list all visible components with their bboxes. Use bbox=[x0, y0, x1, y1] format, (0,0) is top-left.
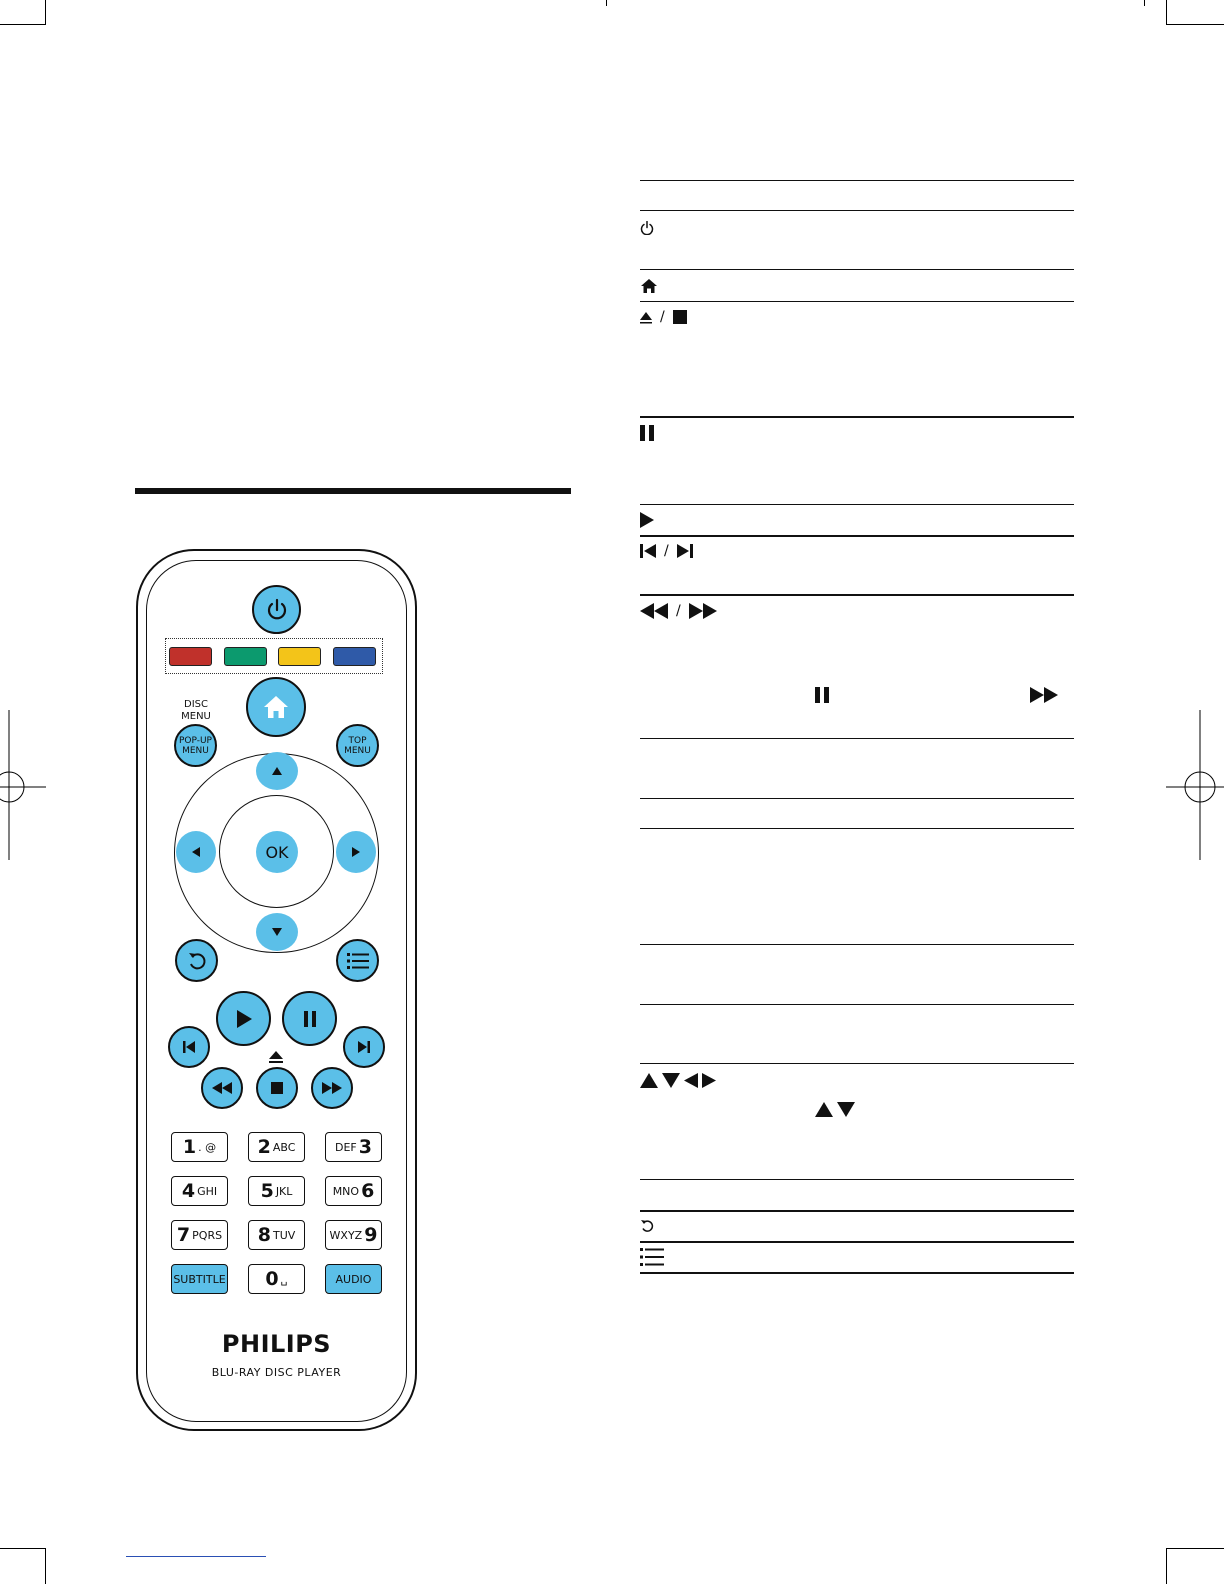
table-symbol-navigation bbox=[640, 1070, 716, 1090]
table-rule bbox=[640, 1241, 1074, 1243]
table-symbol-rew-ff bbox=[640, 601, 717, 621]
right-arrow-icon bbox=[702, 1073, 716, 1088]
table-symbol-pause bbox=[640, 423, 654, 443]
key-9-number: 9 bbox=[364, 1224, 378, 1246]
disc-menu-label bbox=[170, 699, 222, 723]
top-menu-label-line2: MENU bbox=[344, 745, 371, 756]
down-arrow-icon bbox=[837, 1102, 855, 1117]
crop-mark bbox=[1144, 0, 1145, 6]
table-rule bbox=[640, 269, 1074, 270]
pause-icon bbox=[815, 687, 829, 703]
section-heading-rule bbox=[135, 488, 571, 494]
crop-mark bbox=[1166, 1548, 1167, 1584]
key-3-letters: DEF bbox=[335, 1140, 357, 1154]
table-rule bbox=[640, 594, 1074, 596]
key-7-number: 7 bbox=[176, 1224, 191, 1246]
key-1-number: 1 bbox=[182, 1136, 197, 1158]
table-rule bbox=[640, 1004, 1074, 1005]
up-arrow-icon bbox=[815, 1102, 833, 1117]
key-7-letters: PQRS bbox=[192, 1228, 223, 1242]
previous-button[interactable] bbox=[168, 1026, 210, 1068]
power-button[interactable] bbox=[252, 585, 301, 634]
red-key[interactable] bbox=[169, 647, 212, 666]
fast-forward-icon bbox=[689, 603, 717, 619]
key-7[interactable] bbox=[171, 1220, 228, 1250]
registration-mark bbox=[0, 710, 46, 860]
pause-icon bbox=[640, 425, 654, 441]
subtitle-button[interactable] bbox=[171, 1264, 228, 1294]
crop-mark bbox=[1166, 0, 1167, 25]
back-icon bbox=[187, 951, 207, 971]
key-4[interactable] bbox=[171, 1176, 228, 1206]
down-arrow-icon bbox=[662, 1073, 680, 1088]
table-rule bbox=[640, 301, 1074, 302]
product-tagline: BLU-RAY DISC PLAYER bbox=[211, 1366, 342, 1379]
key-1[interactable] bbox=[171, 1132, 228, 1162]
table-rule bbox=[640, 1063, 1074, 1064]
home-icon bbox=[262, 694, 290, 720]
key-8[interactable] bbox=[248, 1220, 305, 1250]
fast-forward-icon bbox=[322, 1082, 342, 1094]
crop-mark bbox=[0, 1548, 46, 1549]
table-rule bbox=[640, 798, 1074, 799]
footer-link-underline bbox=[126, 1556, 266, 1557]
inline-pause-icon bbox=[815, 685, 829, 705]
key-5[interactable] bbox=[248, 1176, 305, 1206]
right-button[interactable] bbox=[336, 831, 376, 873]
crop-mark bbox=[606, 0, 607, 6]
table-rule bbox=[640, 180, 1074, 181]
key-8-number: 8 bbox=[257, 1224, 271, 1246]
left-arrow-icon bbox=[192, 847, 200, 857]
down-button[interactable] bbox=[256, 913, 298, 951]
table-symbol-power bbox=[640, 218, 654, 238]
play-button[interactable] bbox=[216, 991, 271, 1046]
key-6[interactable] bbox=[325, 1176, 382, 1206]
table-rule bbox=[640, 1210, 1074, 1212]
right-arrow-icon bbox=[352, 847, 360, 857]
brand-logo: PHILIPS bbox=[221, 1330, 332, 1358]
table-rule bbox=[640, 504, 1074, 505]
popup-menu-button[interactable] bbox=[174, 724, 217, 767]
table-rule bbox=[640, 828, 1074, 829]
popup-menu-label-line2: MENU bbox=[182, 745, 209, 756]
left-button[interactable] bbox=[176, 831, 216, 873]
power-icon bbox=[640, 221, 654, 235]
table-symbol-eject-stop bbox=[640, 307, 687, 327]
fast-forward-button[interactable] bbox=[311, 1067, 353, 1109]
key-2-letters: ABC bbox=[272, 1140, 296, 1154]
symbol-separator: / bbox=[664, 543, 669, 559]
previous-icon bbox=[182, 1040, 196, 1054]
key-5-letters: JKL bbox=[275, 1184, 293, 1198]
crop-mark bbox=[1166, 1548, 1224, 1549]
next-icon bbox=[357, 1040, 371, 1054]
table-rule bbox=[640, 1179, 1074, 1180]
key-3-number: 3 bbox=[358, 1136, 372, 1158]
up-arrow-icon bbox=[272, 767, 282, 775]
table-rule bbox=[640, 416, 1074, 418]
key-6-number: 6 bbox=[361, 1180, 375, 1202]
options-icon bbox=[640, 1248, 664, 1266]
down-arrow-icon bbox=[272, 928, 282, 936]
pause-button[interactable] bbox=[282, 991, 337, 1046]
rewind-button[interactable] bbox=[201, 1067, 243, 1109]
popup-menu-label-line1: POP-UP bbox=[178, 735, 212, 746]
table-rule bbox=[640, 535, 1074, 537]
rewind-icon bbox=[640, 603, 668, 619]
fast-forward-icon bbox=[1030, 687, 1058, 703]
registration-mark bbox=[1166, 710, 1224, 860]
table-rule bbox=[640, 738, 1074, 739]
subtitle-label: SUBTITLE bbox=[173, 1272, 226, 1286]
key-5-number: 5 bbox=[260, 1180, 274, 1202]
eject-icon bbox=[640, 309, 652, 325]
crop-mark bbox=[45, 1548, 46, 1584]
home-button[interactable] bbox=[246, 677, 306, 737]
disc-menu-label-line2: MENU bbox=[181, 711, 211, 722]
key-1-letters: . @ bbox=[198, 1140, 217, 1154]
inline-fast-forward-icon bbox=[1030, 685, 1058, 705]
table-symbol-play bbox=[640, 510, 654, 530]
table-rule bbox=[640, 1272, 1074, 1274]
back-icon bbox=[640, 1219, 654, 1233]
ok-label: OK bbox=[265, 842, 289, 862]
audio-label: AUDIO bbox=[335, 1272, 372, 1286]
green-key[interactable] bbox=[224, 647, 267, 666]
back-button[interactable] bbox=[175, 939, 218, 982]
stop-icon bbox=[271, 1082, 283, 1094]
key-0[interactable] bbox=[248, 1264, 305, 1294]
top-menu-button[interactable] bbox=[336, 724, 379, 767]
key-2-number: 2 bbox=[257, 1136, 271, 1158]
key-4-letters: GHI bbox=[197, 1184, 218, 1198]
options-icon bbox=[347, 953, 369, 969]
key-6-letters: MNO bbox=[332, 1184, 360, 1198]
table-symbol-back bbox=[640, 1216, 654, 1236]
play-icon bbox=[640, 512, 654, 528]
key-0-letters: ␣ bbox=[280, 1272, 288, 1286]
crop-mark bbox=[0, 24, 46, 25]
up-button[interactable] bbox=[256, 752, 298, 790]
key-2[interactable] bbox=[248, 1132, 305, 1162]
table-symbol-home bbox=[640, 276, 658, 296]
key-4-number: 4 bbox=[181, 1180, 196, 1202]
play-icon bbox=[236, 1010, 252, 1028]
symbol-separator: / bbox=[660, 309, 665, 325]
eject-icon bbox=[269, 1051, 283, 1064]
inline-up-down-icons bbox=[815, 1099, 855, 1119]
stop-icon bbox=[673, 310, 687, 324]
crop-mark bbox=[45, 0, 46, 25]
next-button[interactable] bbox=[343, 1026, 385, 1068]
options-button[interactable] bbox=[336, 939, 379, 982]
key-9[interactable] bbox=[325, 1220, 382, 1250]
audio-button[interactable] bbox=[325, 1264, 382, 1294]
home-icon bbox=[640, 278, 658, 294]
table-rule bbox=[640, 210, 1074, 211]
stop-button[interactable] bbox=[256, 1067, 298, 1109]
symbol-separator: / bbox=[676, 603, 681, 619]
table-rule bbox=[640, 944, 1074, 945]
disc-menu-label-line1: DISC bbox=[184, 699, 208, 710]
pause-icon bbox=[303, 1011, 317, 1027]
key-3[interactable] bbox=[325, 1132, 382, 1162]
table-symbol-options bbox=[640, 1247, 664, 1267]
key-0-number: 0 bbox=[265, 1268, 279, 1290]
rewind-icon bbox=[212, 1082, 232, 1094]
top-menu-label-line1: TOP bbox=[348, 735, 367, 746]
table-symbol-prev-next bbox=[640, 541, 693, 561]
left-arrow-icon bbox=[684, 1073, 698, 1088]
power-icon bbox=[265, 598, 289, 622]
next-icon bbox=[677, 544, 693, 558]
ok-button[interactable] bbox=[256, 831, 298, 873]
blue-key[interactable] bbox=[333, 647, 376, 666]
up-arrow-icon bbox=[640, 1073, 658, 1088]
yellow-key[interactable] bbox=[278, 647, 321, 666]
previous-icon bbox=[640, 544, 656, 558]
key-8-letters: TUV bbox=[272, 1228, 296, 1242]
key-9-letters: WXYZ bbox=[329, 1228, 363, 1242]
crop-mark bbox=[1166, 24, 1224, 25]
